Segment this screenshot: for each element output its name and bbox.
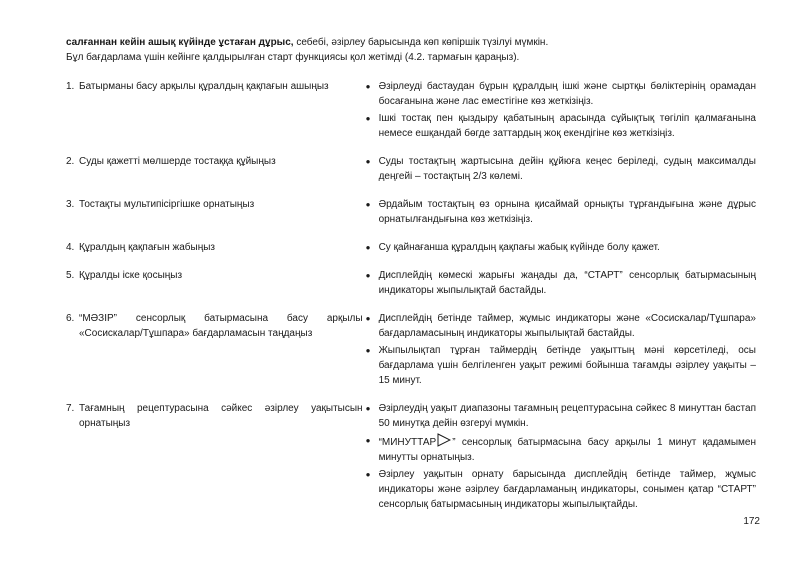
note-item <box>366 111 756 141</box>
step-number: 7. <box>66 403 75 414</box>
bullet-icon: ● <box>365 200 371 209</box>
note-item <box>366 343 756 388</box>
step-number: 3. <box>66 199 75 210</box>
play-triangle-icon <box>437 433 451 447</box>
step-action <box>66 311 363 390</box>
note-text: Ішкі тостақ пен қыздыру қабатының арасында сұйықтық төгіліп қалмағанына немесе ешқандай бөгде заттардың жоқ екендігіне көз жеткізіңіз. <box>378 113 756 139</box>
bullet-icon: ● <box>365 404 371 413</box>
bullet-icon: ● <box>365 157 371 166</box>
button-note-suffix: ” сенсорлық батырмасына басу арқылы 1 минут қадамымен минутты орнатыңыз. <box>378 437 756 463</box>
step-action <box>66 240 363 257</box>
step-row <box>66 154 756 186</box>
step-row <box>66 197 756 229</box>
bullet-icon: ● <box>365 243 371 252</box>
note-text: Әзірлеуді бастаудан бұрын құралдың ішкі және сыртқы бөліктерінің орамадан босағанына және лас еместігіне көз жеткізіңіз. <box>378 81 756 107</box>
step-number: 1. <box>66 81 75 92</box>
note-item <box>366 311 756 341</box>
step-row <box>66 268 756 300</box>
bullet-icon: ● <box>365 436 371 445</box>
step-notes <box>366 268 756 300</box>
intro-bold-text: салғаннан кейін ашық күйінде ұстаған дұрыс, <box>66 37 294 48</box>
button-note-prefix: “МИНУТТАР <box>378 437 437 448</box>
step-action <box>66 268 363 300</box>
step-action <box>66 154 363 186</box>
note-item <box>366 240 756 255</box>
intro-line-2: Бұл бағдарлама үшін кейінге қалдырылған старт функциясы қол жетімді (4.2. тармағын қараңыз). <box>66 52 520 63</box>
step-action <box>66 197 363 229</box>
note-text: Дисплейдің көмескі жарығы жаңады да, “СТАРТ” сенсорлық батырмасының индикаторы жыпылықтай бастайды. <box>378 270 756 296</box>
step-action-text: Құралдың қақпағын жабыңыз <box>79 242 215 253</box>
note-item <box>366 197 756 227</box>
step-notes <box>366 401 756 514</box>
step-notes <box>366 240 756 257</box>
bullet-icon: ● <box>365 114 371 123</box>
step-action-text: Құралды іске қосыңыз <box>79 270 183 281</box>
bullet-icon: ● <box>365 470 371 479</box>
step-notes <box>366 79 756 143</box>
step-action-text: Батырманы басу арқылы құралдың қақпағын ашыңыз <box>79 81 329 92</box>
step-action-text: Тостақты мультипісіргішке орнатыңыз <box>79 199 255 210</box>
step-number: 6. <box>66 313 75 324</box>
step-number: 5. <box>66 270 75 281</box>
intro-text <box>66 35 756 65</box>
bullet-icon: ● <box>365 271 371 280</box>
steps-table <box>66 79 756 514</box>
note-item <box>366 154 756 184</box>
note-item <box>366 433 756 465</box>
note-text: Әзірлеудің уақыт диапазоны тағамның рецептурасына сәйкес 8 минуттан бастап 50 минутқа дейін өзгеруі мүмкін. <box>378 403 756 429</box>
step-action-text: Суды қажетті мөлшерде тостаққа құйыңыз <box>79 156 276 167</box>
note-item <box>366 268 756 298</box>
note-text <box>379 433 756 465</box>
step-notes <box>366 197 756 229</box>
step-notes <box>366 154 756 186</box>
step-row <box>66 401 756 514</box>
step-notes <box>366 311 756 390</box>
step-row <box>66 79 756 143</box>
instruction-page <box>66 35 756 525</box>
step-action <box>66 79 363 143</box>
step-row <box>66 240 756 257</box>
page-number: 172 <box>743 516 760 527</box>
note-item <box>366 79 756 109</box>
step-row <box>66 311 756 390</box>
step-action <box>66 401 363 514</box>
step-number: 2. <box>66 156 75 167</box>
bullet-icon: ● <box>365 82 371 91</box>
note-text: Әрдайым тостақтың өз орнына қисаймай орнықты тұрғандығына және дұрыс орнатылғандығына көз жеткізіңіз. <box>378 199 756 225</box>
step-action-text: Тағамның рецептурасына сәйкес әзірлеу уақытысын орнатыңыз <box>79 403 363 429</box>
bullet-icon: ● <box>365 314 371 323</box>
step-action-text: “МӘЗІР” сенсорлық батырмасына басу арқылы «Сосискалар/Тұшпара» бағдарламасын таңдаңыз <box>79 313 363 339</box>
note-item <box>366 401 756 431</box>
note-text: Дисплейдің бетінде таймер, жұмыс индикаторы және «Сосискалар/Тұшпара» бағдарламасының индикаторы жыпылықтай бастайды. <box>378 313 756 339</box>
note-item <box>366 467 756 512</box>
note-text: Әзірлеу уақытын орнату барысында дисплейдің бетінде таймер, жұмыс индикаторы және әзірлеу бағдарламаның индикаторы, сонымен қатар “СТАРТ” сенсорлық батырмасының индикаторы жыпылықтайды. <box>378 469 756 510</box>
note-text: Су қайнағанша құралдың қақпағы жабық күйінде болу қажет. <box>378 242 660 253</box>
bullet-icon: ● <box>365 346 371 355</box>
note-text: Суды тостақтың жартысына дейін құйюға кеңес беріледі, судың максималды деңгейі – тостақтың 2/3 көлемі. <box>378 156 756 182</box>
intro-line-1 <box>66 35 756 50</box>
intro-rest-text: себебі, әзірлеу барысында көп көпіршік түзілуі мүмкін. <box>293 37 549 48</box>
note-text: Жыпылықтап тұрған таймердің бетінде уақыттың мәні көрсетіледі, осы бағдарлама үшін белгіленген уақыт режимі бойынша тағамды әзірлеу уақыты – 15 минут. <box>378 345 756 386</box>
step-number: 4. <box>66 242 75 253</box>
